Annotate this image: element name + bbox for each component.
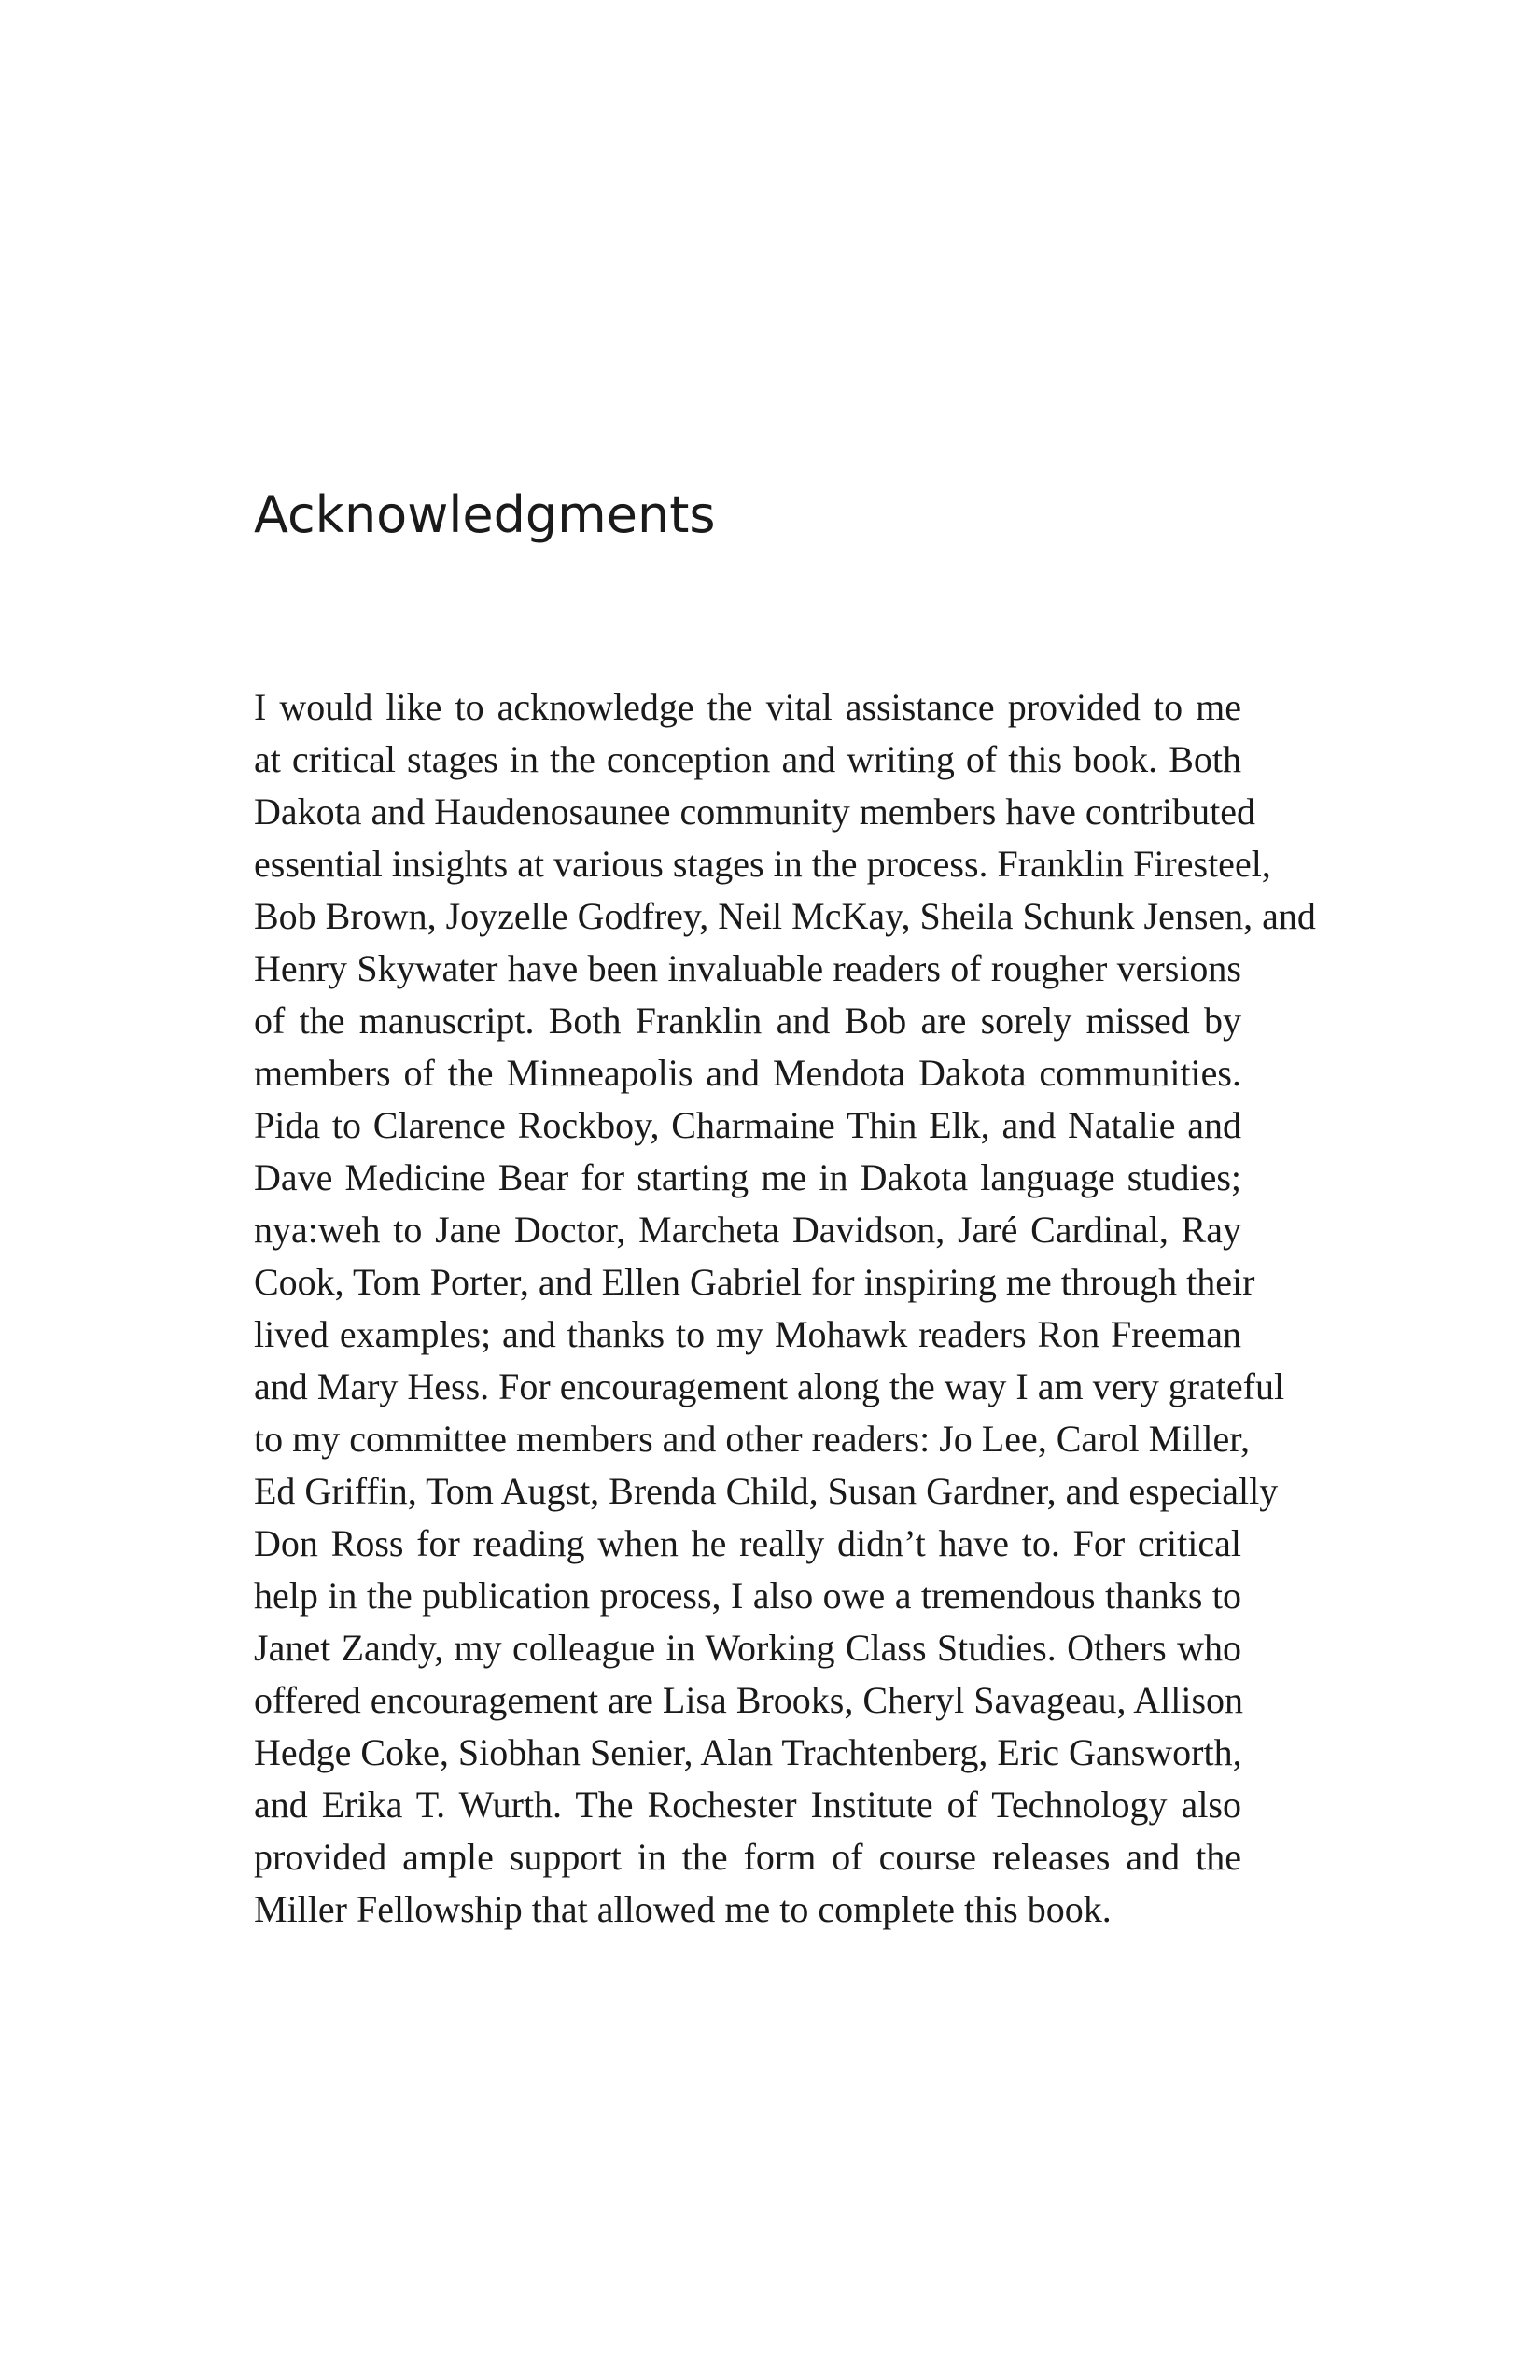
paragraph-line: help in the publication process, I also owe a tremendous thanks to (254, 1575, 1241, 1617)
paragraph-line: Hedge Coke, Siobhan Senier, Alan Trachtenberg, Eric Gansworth, (254, 1731, 1242, 1773)
paragraph-line: lived examples; and thanks to my Mohawk readers Ron Freeman (254, 1313, 1241, 1355)
paragraph-line: provided ample support in the form of course releases and the (254, 1836, 1241, 1878)
paragraph-line: offered encouragement are Lisa Brooks, Cheryl Savageau, Allison (254, 1679, 1244, 1721)
paragraph-line: Miller Fellowship that allowed me to complete this book. (254, 1888, 1112, 1930)
acknowledgments-paragraph (254, 681, 1316, 1936)
paragraph-line: Cook, Tom Porter, and Ellen Gabriel for inspiring me through their (254, 1261, 1255, 1303)
paragraph-line: members of the Minneapolis and Mendota Dakota communities. (254, 1052, 1241, 1094)
paragraph-line: Dakota and Haudenosaunee community members have contributed (254, 791, 1255, 833)
paragraph-line: and Mary Hess. For encouragement along the way I am very grateful (254, 1365, 1285, 1407)
paragraph-line: at critical stages in the conception and writing of this book. Both (254, 738, 1241, 780)
paragraph-line: Dave Medicine Bear for starting me in Dakota language studies; (254, 1156, 1241, 1198)
paragraph-line: essential insights at various stages in the process. Franklin Firesteel, (254, 843, 1271, 885)
paragraph-line: Ed Griffin, Tom Augst, Brenda Child, Susan Gardner, and especially (254, 1470, 1279, 1512)
chapter-title: Acknowledgments (254, 485, 716, 544)
paragraph-line: Bob Brown, Joyzelle Godfrey, Neil McKay, Sheila Schunk Jensen, and (254, 895, 1316, 937)
paragraph-line: I would like to acknowledge the vital assistance provided to me (254, 686, 1241, 728)
paragraph-line: Janet Zandy, my colleague in Working Class Studies. Others who (254, 1627, 1241, 1669)
paragraph-line: and Erika T. Wurth. The Rochester Institute of Technology also (254, 1784, 1241, 1826)
paragraph-line: Don Ross for reading when he really didn’t have to. For critical (254, 1522, 1241, 1564)
paragraph-line: of the manuscript. Both Franklin and Bob are sorely missed by (254, 1000, 1241, 1042)
paragraph-line: Henry Skywater have been invaluable readers of rougher versions (254, 947, 1241, 989)
paragraph-line: to my committee members and other readers: Jo Lee, Carol Miller, (254, 1418, 1250, 1460)
paragraph-line: nya:weh to Jane Doctor, Marcheta Davidson, Jaré Cardinal, Ray (254, 1209, 1241, 1251)
paragraph-line: Pida to Clarence Rockboy, Charmaine Thin Elk, and Natalie and (254, 1104, 1241, 1146)
